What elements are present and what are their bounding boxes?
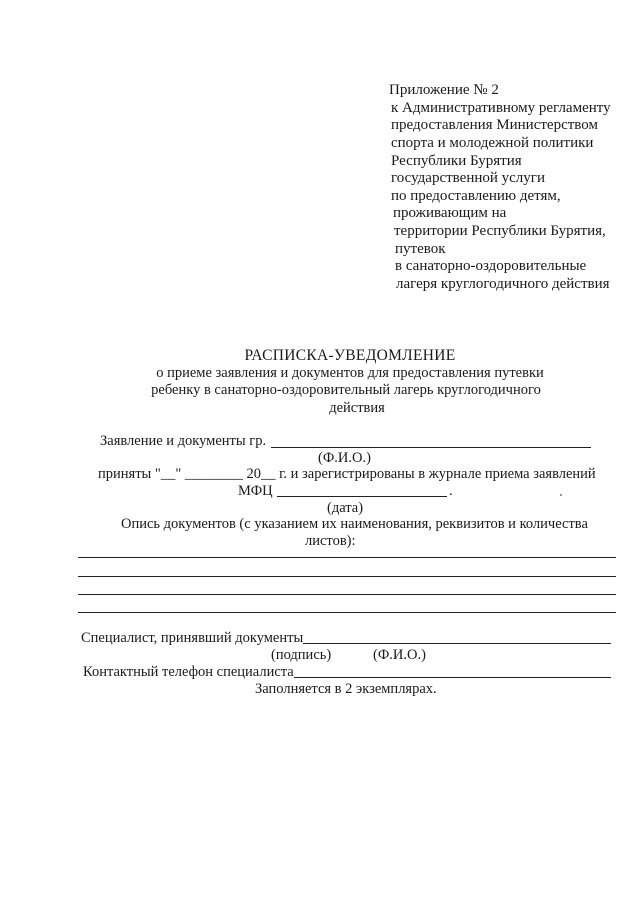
phone-field[interactable]: [294, 677, 611, 678]
inventory-text: Опись документов (с указанием их наименования, реквизитов и количества: [121, 516, 588, 532]
inventory-line[interactable]: [78, 594, 616, 595]
appendix-line: путевок: [395, 241, 446, 257]
specialist-field[interactable]: [303, 643, 611, 644]
specialist-fio-caption: (Ф.И.О.): [373, 647, 426, 663]
receipt-subtitle-line: о приеме заявления и документов для предоставления путевки: [156, 365, 544, 381]
appendix-line: предоставления Министерством: [391, 117, 598, 133]
appendix-line: к Административному регламенту: [391, 100, 611, 116]
appendix-line: государственной услуги: [391, 170, 545, 186]
copies-note: Заполняется в 2 экземплярах.: [255, 681, 437, 697]
appendix-line: лагеря круглогодичного действия: [396, 276, 610, 292]
applicant-name-field[interactable]: [271, 447, 591, 448]
receipt-title: РАСПИСКА-УВЕДОМЛЕНИЕ: [244, 347, 456, 364]
appendix-line: по предоставлению детям,: [391, 188, 561, 204]
inventory-text: листов):: [305, 533, 356, 549]
inventory-line[interactable]: [78, 557, 616, 558]
appendix-line: проживающим на: [393, 205, 507, 221]
inventory-line[interactable]: [78, 612, 616, 613]
receipt-subtitle-line: ребенку в санаторно-оздоровительный лагерь круглогодичного: [151, 382, 541, 398]
signature-caption: (подпись): [271, 647, 332, 663]
appendix-line: спорта и молодежной политики: [391, 135, 594, 151]
applicant-label: Заявление и документы гр.: [100, 433, 267, 449]
appendix-line: территории Республики Бурятия,: [394, 223, 606, 239]
appendix-line: Приложение № 2: [389, 82, 499, 98]
appendix-line: Республики Бурятия: [391, 153, 522, 169]
specialist-label: Специалист, принявший документы: [81, 630, 304, 646]
mfc-date-field[interactable]: [277, 496, 447, 497]
receipt-subtitle-line: действия: [329, 400, 385, 416]
appendix-line: в санаторно-оздоровительные: [395, 258, 587, 274]
phone-label: Контактный телефон специалиста: [83, 664, 294, 680]
mfc-label: МФЦ: [238, 483, 273, 499]
accepted-text: приняты "__" ________ 20__ г. и зарегистрированы в журнале приема заявлений: [98, 466, 596, 482]
mfc-period: .: [449, 483, 453, 499]
fio-caption: (Ф.И.О.): [318, 450, 371, 466]
inventory-line[interactable]: [78, 576, 616, 577]
date-caption: (дата): [327, 500, 364, 516]
scan-speck: [560, 494, 562, 496]
